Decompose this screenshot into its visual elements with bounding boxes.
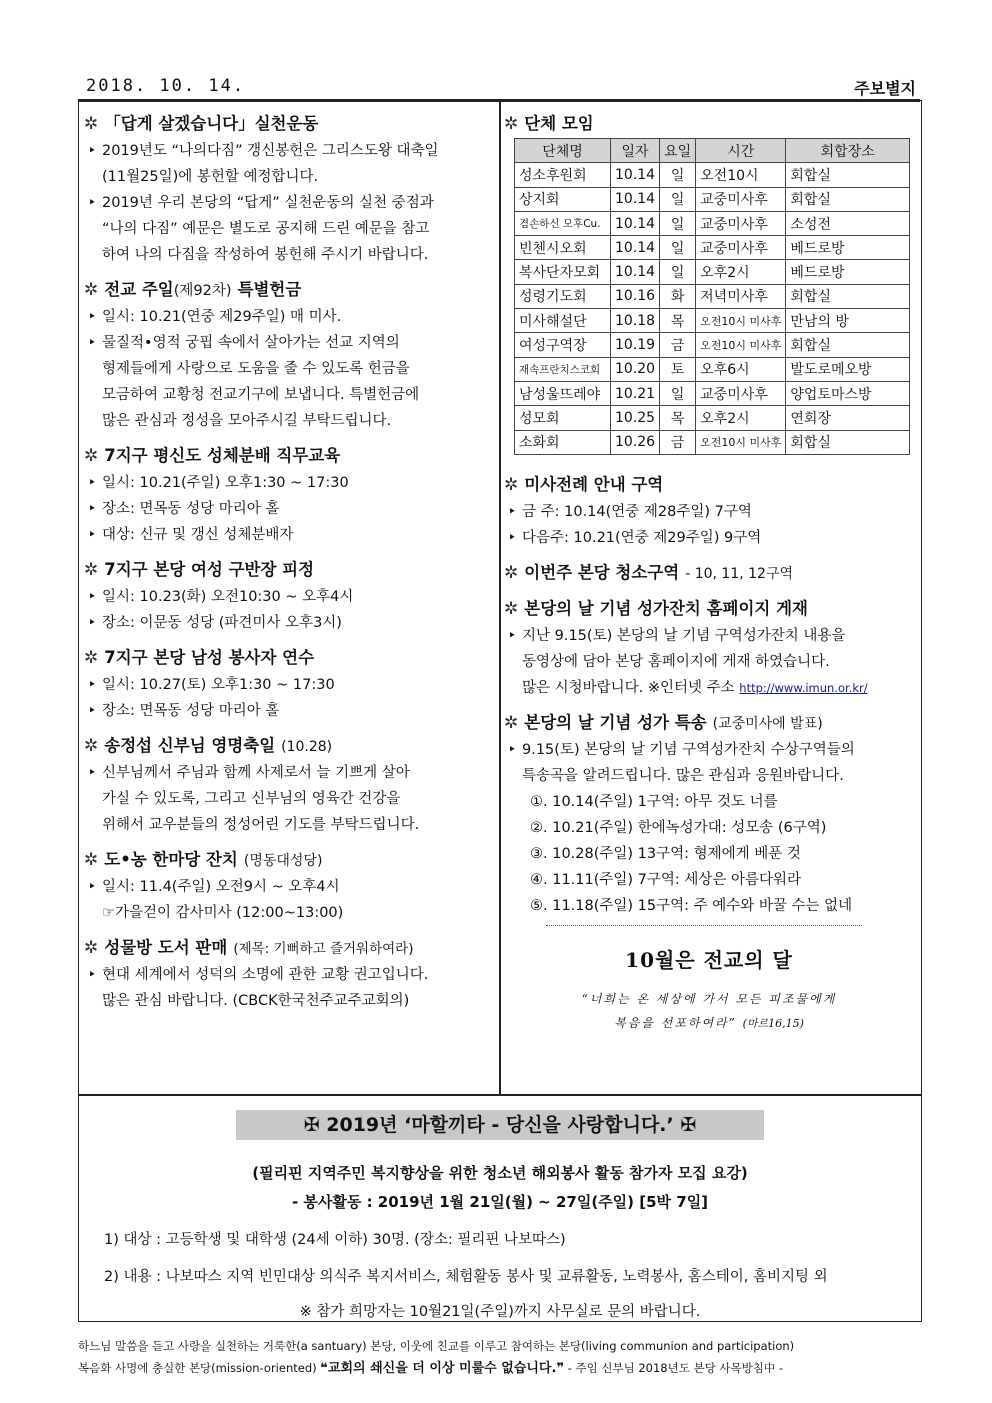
table-cell: 10.19 xyxy=(611,333,660,357)
column-divider xyxy=(499,102,501,1094)
section-title: ✲ 본당의 날 기념 성가잔치 홈페이지 게재 xyxy=(504,598,808,619)
section-feast-day xyxy=(84,732,492,838)
table-cell: 성령기도회 xyxy=(515,284,611,308)
star-icon: ✲ xyxy=(504,598,519,619)
section-title: ✲ 단체 모임 xyxy=(504,114,594,134)
section-farm-festival xyxy=(84,846,492,926)
mission-quote: “너희는 온 세상에 가서 모든 피조물에게 복음을 선포하여라” (마르16,15) xyxy=(581,991,837,1030)
table-cell: 토 xyxy=(660,357,696,381)
bottom-section-rule xyxy=(78,1094,922,1096)
page-header xyxy=(78,76,920,100)
table-cell: 10.14 xyxy=(611,211,660,235)
table-cell: 화 xyxy=(660,284,696,308)
table-cell: 교중미사후 xyxy=(696,211,786,235)
bullet-item: ‣ 일시: 10.21(연중 제29주일) 매 미사. xyxy=(84,304,492,330)
table-cell: 발도로메오방 xyxy=(786,357,910,381)
bullet-item: ‣ 현대 세계에서 성덕의 소명에 관한 교황 권고입니다. xyxy=(84,962,492,988)
bullet-item: ‣ 2019년 우리 본당의 “답게” 실천운동의 실천 중점과 xyxy=(84,190,492,216)
table-cell: 만남의 방 xyxy=(786,309,910,333)
homepage-link[interactable]: http://www.imun.or.kr/ xyxy=(739,680,868,695)
bullet-item: ‣ 다음주: 10.21(연중 제29주일) 9구역 xyxy=(504,525,914,551)
bullet-item: ‣ 일시: 11.4(주일) 오전9시 ~ 오후4시 xyxy=(84,874,492,900)
section-men-training xyxy=(84,644,492,724)
bulletin-title: 주보별지 xyxy=(854,79,916,98)
table-cell: 상지회 xyxy=(515,187,611,211)
section-women-retreat xyxy=(84,556,492,636)
table-cell: 일 xyxy=(660,260,696,284)
table-cell: 교중미사후 xyxy=(696,236,786,260)
section-mission-sunday xyxy=(84,276,492,434)
section-title: ✲ 본당의 날 기념 성가 특송 (교중미사에 발표) xyxy=(504,712,823,733)
table-cell: 오전10시 미사후 xyxy=(696,309,786,333)
table-cell: 10.20 xyxy=(611,357,660,381)
list-item: ①. 10.14(주일) 1구역: 아무 것도 너를 xyxy=(530,793,778,810)
bullet-item: ‣ 지난 9.15(토) 본당의 날 기념 구역성가잔치 내용을 xyxy=(504,623,914,649)
table-cell: 일 xyxy=(660,211,696,235)
column-header: 시간 xyxy=(696,139,786,163)
section-title: ✲ 도•농 한마당 잔치 (명동대성당) xyxy=(84,850,323,870)
bullet-item: ‣ 신부님께서 주님과 함께 사제로서 늘 기쁘게 살아 xyxy=(84,760,492,786)
recruitment-section xyxy=(80,1098,920,1321)
bullet-item: ‣ 장소: 면목동 성당 마리아 홀 xyxy=(84,698,492,724)
bullet-continuation: 가실 수 있도록, 그리고 신부님의 영육간 건강을 xyxy=(102,791,401,807)
star-icon: ✲ xyxy=(84,736,99,756)
page-footer xyxy=(78,1335,922,1380)
table-cell: 베드로방 xyxy=(786,236,910,260)
star-icon: ✲ xyxy=(504,562,519,583)
section-special-hymns xyxy=(504,709,914,926)
section-liturgy-guide xyxy=(504,471,914,551)
table-row xyxy=(515,284,910,308)
bulletin-date: 2018. 10. 14. xyxy=(86,76,246,96)
table-cell: 10.14 xyxy=(611,163,660,187)
table-cell: 10.14 xyxy=(611,236,660,260)
table-cell: 금 xyxy=(660,430,696,454)
section-practice-campaign xyxy=(84,110,492,268)
table-cell: 오전10시 미사후 xyxy=(696,333,786,357)
left-column xyxy=(84,110,492,1022)
footer-line-2: 복음화 사명에 충실한 본당(mission-oriented) ❝교회의 쇄신을 더 이상 미룰수 없습니다.❞ - 주임 신부님 2018년도 본당 사목방침中 - xyxy=(78,1361,784,1376)
section-title: ✲ 이번주 본당 청소구역 - 10, 11, 12구역 xyxy=(504,562,793,583)
table-cell: 겸손하신 모후Cu. xyxy=(515,211,611,235)
table-cell: 복사단자모회 xyxy=(515,260,611,284)
column-header: 단체명 xyxy=(515,139,611,163)
table-cell: 일 xyxy=(660,236,696,260)
table-cell: 교중미사후 xyxy=(696,187,786,211)
mission-month-title: 10월은 전교의 달 xyxy=(625,947,793,972)
star-icon: ✲ xyxy=(84,280,99,300)
list-item: ④. 11.11(주일) 7구역: 세상은 아름다워라 xyxy=(530,871,802,888)
star-icon: ✲ xyxy=(84,560,99,580)
bullet-continuation: (11월25일)에 봉헌할 예정합니다. xyxy=(102,169,319,185)
table-row xyxy=(515,187,910,211)
section-title: ✲ 전교 주일 (제92차) 특별헌금 xyxy=(84,280,302,300)
list-item: ③. 10.28(주일) 13구역: 형제에게 베푼 것 xyxy=(530,845,801,862)
table-cell: 빈첸시오회 xyxy=(515,236,611,260)
section-title: ✲ 7지구 평신도 성체분배 직무교육 xyxy=(84,446,341,466)
table-cell: 오후2시 xyxy=(696,260,786,284)
table-cell: 재속프란치스코회 xyxy=(515,357,611,381)
bullet-item: ‣ 대상: 신규 및 갱신 성체분배자 xyxy=(84,522,492,548)
bullet-continuation: 많은 관심 바랍니다. (CBCK한국천주교주교회의) xyxy=(102,993,410,1009)
table-cell: 10.14 xyxy=(611,260,660,284)
section-title: ✲ 7지구 본당 여성 구반장 피정 xyxy=(84,560,315,580)
table-row xyxy=(515,430,910,454)
bullet-item: ‣ 9.15(토) 본당의 날 기념 구역성가잔치 수상구역들의 xyxy=(504,737,914,763)
table-cell: 10.18 xyxy=(611,309,660,333)
list-item: ②. 10.21(주일) 한에녹성가대: 성모송 (6구역) xyxy=(530,819,827,836)
table-cell: 여성구역장 xyxy=(515,333,611,357)
table-cell: 성소후원회 xyxy=(515,163,611,187)
section-book-sale xyxy=(84,934,492,1014)
table-cell: 성모회 xyxy=(515,406,611,430)
table-cell: 오후6시 xyxy=(696,357,786,381)
section-homepage-video xyxy=(504,595,914,701)
star-icon: ✲ xyxy=(504,712,519,733)
table-row xyxy=(515,163,910,187)
table-cell: 회합실 xyxy=(786,430,910,454)
table-cell: 일 xyxy=(660,381,696,405)
table-row xyxy=(515,381,910,405)
table-cell: 소화회 xyxy=(515,430,611,454)
bullet-item: ‣ 장소: 면목동 성당 마리아 홀 xyxy=(84,496,492,522)
bullet-item: ‣ 일시: 10.27(토) 오후1:30 ~ 17:30 xyxy=(84,672,492,698)
star-icon: ✲ xyxy=(84,446,99,466)
table-row xyxy=(515,406,910,430)
column-header: 요일 xyxy=(660,139,696,163)
bullet-item: ‣ 2019년도 “나의다짐” 갱신봉헌은 그리스도왕 대축일 xyxy=(84,138,492,164)
recruitment-target: 1) 대상 : 고등학생 및 대학생 (24세 이하) 30명. (장소: 필리핀 나보따스) xyxy=(104,1232,566,1248)
recruitment-banner: ✠ 2019년 ‘마할끼타 - 당신을 사랑합니다.’ ✠ xyxy=(236,1110,764,1140)
star-icon: ✲ xyxy=(504,114,519,134)
bullet-item: ‣ 일시: 10.21(주일) 오후1:30 ~ 17:30 xyxy=(84,470,492,496)
section-title: ✲ 송정섭 신부님 영명축일 (10.28) xyxy=(84,736,333,756)
section-group-meetings xyxy=(504,110,914,455)
star-icon: ✲ xyxy=(84,114,99,134)
table-cell: 10.16 xyxy=(611,284,660,308)
section-title: ✲ 성물방 도서 판매 (제목: 기뻐하고 즐거워하여라) xyxy=(84,938,414,958)
table-row xyxy=(515,333,910,357)
section-title: ✲ 7지구 본당 남성 봉사자 연수 xyxy=(84,648,315,668)
table-cell: 10.21 xyxy=(611,381,660,405)
table-cell: 오전10시 미사후 xyxy=(696,430,786,454)
recruitment-subtitle: (필리핀 지역주민 복지향상을 위한 청소년 해외봉사 활동 참가자 모집 요강) xyxy=(252,1164,748,1182)
bullet-continuation: 위해서 교우분들의 정성어린 기도를 부탁드립니다. xyxy=(102,817,420,833)
table-header-row xyxy=(515,139,910,163)
star-icon: ✲ xyxy=(84,938,99,958)
table-cell: 10.14 xyxy=(611,187,660,211)
bullet-continuation: 많은 관심과 정성을 모아주시길 부탁드립니다. xyxy=(102,413,392,429)
dotted-divider xyxy=(546,925,862,926)
table-row xyxy=(515,357,910,381)
table-cell: 소성전 xyxy=(786,211,910,235)
footer-line-1: 하느님 말씀을 듣고 사랑을 실천하는 거룩한(a santuary) 본당, 이웃에 친교를 이루고 참여하는 본당(living communion and participation) xyxy=(78,1339,795,1353)
right-column xyxy=(504,110,914,1036)
recruitment-note: ※ 참가 희망자는 10월21일(주일)까지 사무실로 문의 바랍니다. xyxy=(299,1304,701,1320)
bullet-item: ‣ 장소: 이문동 성당 (파견미사 오후3시) xyxy=(84,610,492,636)
section-title: ✲ 미사전례 안내 구역 xyxy=(504,474,664,495)
column-header: 일자 xyxy=(611,139,660,163)
table-cell: 일 xyxy=(660,187,696,211)
bullet-continuation: 많은 시청바랍니다. ※인터넷 주소 http://www.imun.or.kr/ xyxy=(522,679,868,696)
bullet-item: ‣ 일시: 10.23(화) 오전10:30 ~ 오후4시 xyxy=(84,584,492,610)
bullet-continuation: 특송곡을 알려드립니다. 많은 관심과 응원바랍니다. xyxy=(522,767,844,784)
section-eucharist-training xyxy=(84,442,492,548)
table-cell: 회합실 xyxy=(786,187,910,211)
bullet-continuation: “나의 다짐” 예문은 별도로 공지해 드린 예문을 참고 xyxy=(102,221,430,237)
table-cell: 일 xyxy=(660,163,696,187)
table-row xyxy=(515,236,910,260)
star-icon: ✲ xyxy=(84,850,99,870)
recruitment-content: 2) 내용 : 나보따스 지역 빈민대상 의식주 복지서비스, 체험활동 봉사 및 교류활동, 노력봉사, 홈스테이, 홈비지팅 외 xyxy=(104,1269,828,1285)
table-row xyxy=(515,211,910,235)
table-cell: 베드로방 xyxy=(786,260,910,284)
bullet-continuation: 동영상에 담아 본당 홈페이지에 게재 하였습니다. xyxy=(522,653,830,670)
table-cell: 회합실 xyxy=(786,333,910,357)
table-cell: 오후2시 xyxy=(696,406,786,430)
table-cell: 미사해설단 xyxy=(515,309,611,333)
table-cell: 회합실 xyxy=(786,284,910,308)
bullet-continuation: 형제들에게 사랑으로 도움을 줄 수 있도록 헌금을 xyxy=(102,361,410,377)
bullet-continuation: ☞가을걷이 감사미사 (12:00~13:00) xyxy=(102,905,344,921)
section-title: ✲ 「답게 살겠습니다」실천운동 xyxy=(84,114,319,134)
table-cell: 목 xyxy=(660,406,696,430)
table-cell: 금 xyxy=(660,333,696,357)
bullet-continuation: 하여 나의 다짐을 작성하여 봉헌해 주시기 바랍니다. xyxy=(102,247,429,263)
table-cell: 10.25 xyxy=(611,406,660,430)
star-icon: ✲ xyxy=(504,474,519,495)
recruitment-dates: - 봉사활동 : 2019년 1월 21일(월) ~ 27일(주일) [5박 7일] xyxy=(291,1193,709,1211)
bullet-item: ‣ 물질적•영적 궁핍 속에서 살아가는 선교 지역의 xyxy=(84,330,492,356)
bullet-item: ‣ 금 주: 10.14(연중 제28주일) 7구역 xyxy=(504,499,914,525)
table-cell: 회합실 xyxy=(786,163,910,187)
table-cell: 남성울뜨레야 xyxy=(515,381,611,405)
star-icon: ✲ xyxy=(84,648,99,668)
section-cleaning xyxy=(504,559,914,583)
bullet-continuation: 모금하여 교황청 전교기구에 보냅니다. 특별헌금에 xyxy=(102,387,420,403)
table-cell: 교중미사후 xyxy=(696,381,786,405)
table-cell: 양업토마스방 xyxy=(786,381,910,405)
table-cell: 목 xyxy=(660,309,696,333)
list-item: ⑤. 11.18(주일) 15구역: 주 예수와 바꿀 수는 없네 xyxy=(530,897,853,914)
table-row xyxy=(515,309,910,333)
table-cell: 저녁미사후 xyxy=(696,284,786,308)
meetings-table xyxy=(514,138,910,455)
table-cell: 10.26 xyxy=(611,430,660,454)
table-cell: 연회장 xyxy=(786,406,910,430)
table-cell: 오전10시 xyxy=(696,163,786,187)
column-header: 회합장소 xyxy=(786,139,910,163)
table-row xyxy=(515,260,910,284)
